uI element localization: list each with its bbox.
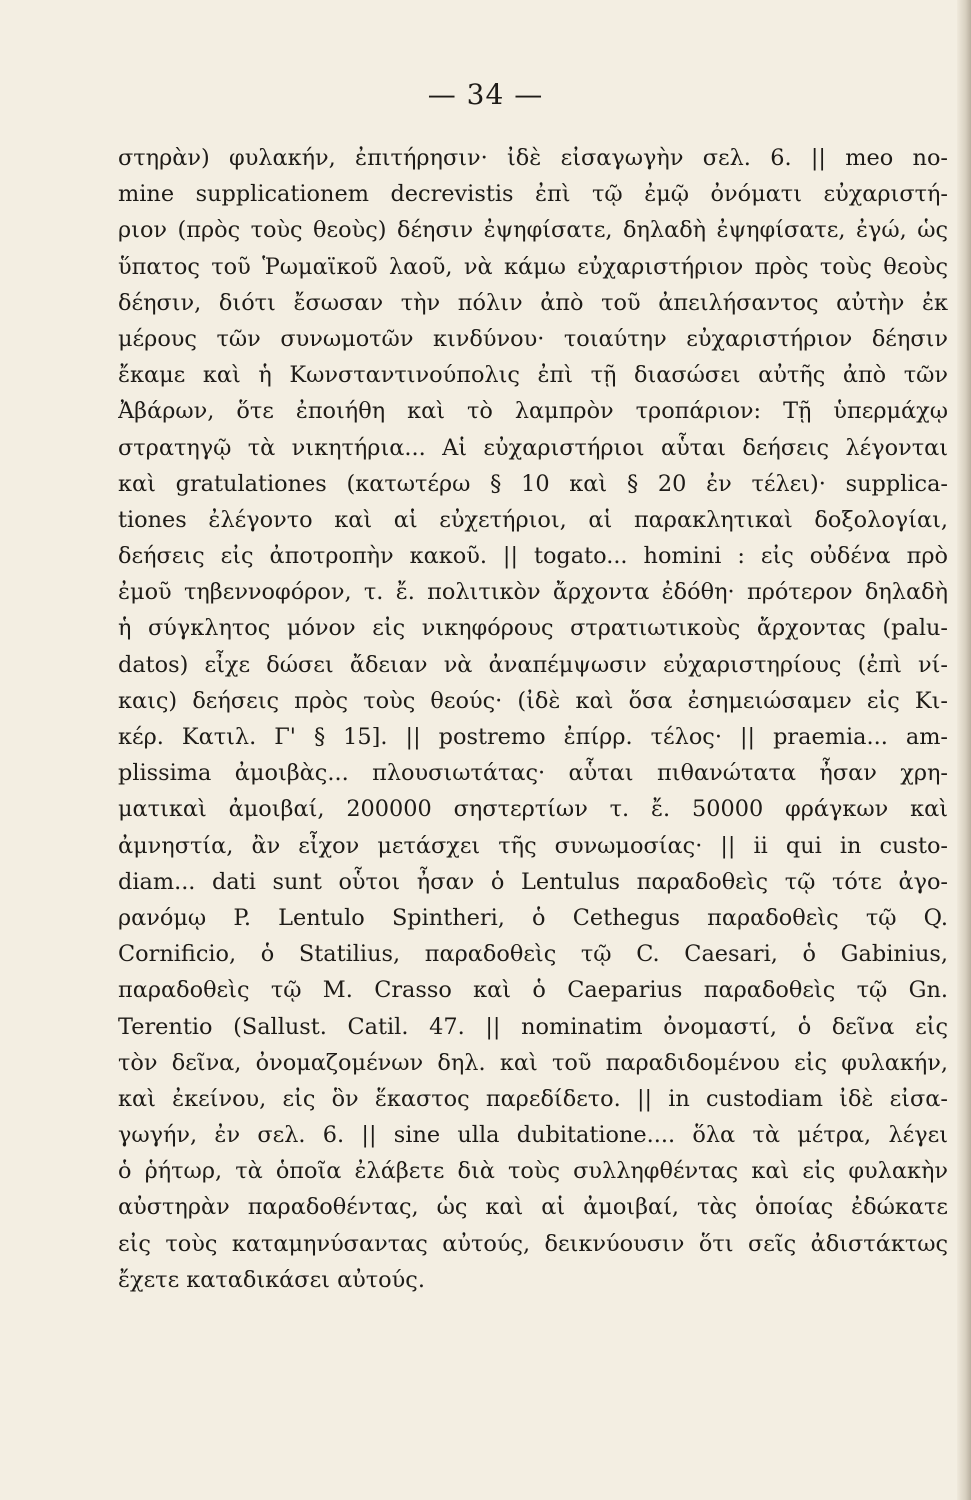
text-line-last: ἔχετε καταδικάσει αὐτούς.: [118, 1266, 425, 1293]
text-line: στρατηγῷ τὰ νικητήρια... Αἱ εὐχαριστήριοι αὗται δεήσεις λέγονται: [118, 434, 948, 461]
text-line: tiones ἐλέγοντο καὶ αἱ εὐχετήριοι, αἱ παρακλητικαὶ δοξολογίαι,: [118, 506, 948, 533]
text-line: κέρ. Κατιλ. Γ' § 15]. || postremo ἐπίρρ. τέλος· || praemia... am-: [118, 724, 948, 750]
text-line: γωγήν, ἐν σελ. 6. || sine ulla dubitatione.... ὅλα τὰ μέτρα, λέγει: [118, 1122, 948, 1149]
text-line: μέρους τῶν συνωμοτῶν κινδύνου· τοιαύτην εὐχαριστήριον δέησιν: [118, 325, 948, 352]
text-line: καὶ gratulationes (κατωτέρω § 10 καὶ § 20 ἐν τέλει)· supplica-: [118, 470, 948, 497]
text-line: datos) εἶχε δώσει ἄδειαν νὰ ἀναπέμψωσιν εὐχαριστηρίους (ἐπὶ νί-: [118, 651, 948, 678]
text-line: ἀμνηστία, ἂν εἶχον μετάσχει τῆς συνωμοσίας· || ii qui in custo-: [118, 832, 948, 859]
text-line: στηρὰν) φυλακήν, ἐπιτήρησιν· ἰδὲ εἰσαγωγὴν σελ. 6. || meo no-: [118, 145, 948, 171]
text-line: εἰς τοὺς καταμηνύσαντας αὐτούς, δεικνύουσιν ὅτι σεῖς ἀδιστάκτως: [118, 1230, 948, 1257]
text-line: ἡ σύγκλητος μόνον εἰς νικηφόρους στρατιωτικοὺς ἄρχοντας (palu-: [118, 615, 948, 642]
text-line: ἐμοῦ τηβεννοφόρον, τ. ἔ. πολιτικὸν ἄρχοντα ἐδόθη· πρότερον δηλαδὴ: [118, 579, 948, 606]
text-line: δέησιν, διότι ἔσωσαν τὴν πόλιν ἀπὸ τοῦ ἀπειλήσαντος αὐτὴν ἐκ: [118, 289, 948, 316]
text-line: τὸν δεῖνα, ὀνομαζομένων δηλ. καὶ τοῦ παραδιδομένου εἰς φυλακήν,: [118, 1049, 948, 1076]
text-line: ἔκαμε καὶ ἡ Κωνσταντινούπολις ἐπὶ τῇ διασώσει αὐτῆς ἀπὸ τῶν: [118, 362, 948, 389]
text-line: ὕπατος τοῦ Ῥωμαϊκοῦ λαοῦ, νὰ κάμω εὐχαριστήριον πρὸς τοὺς θεοὺς: [118, 253, 948, 280]
text-line: δεήσεις εἰς ἀποτροπὴν κακοῦ. || togato... homini : εἰς οὐδένα πρὸ: [118, 543, 948, 570]
text-line: καις) δεήσεις πρὸς τοὺς θεούς· (ἰδὲ καὶ ὅσα ἐσημειώσαμεν εἰς Κι-: [118, 687, 948, 714]
text-line: αὐστηρὰν παραδοθέντας, ὡς καὶ αἱ ἀμοιβαί, τὰς ὁποίας ἐδώκατε: [118, 1194, 948, 1221]
page-edge: [957, 0, 971, 1500]
text-line: ρανόμῳ P. Lentulo Spintheri, ὁ Cethegus παραδοθεὶς τῷ Q.: [118, 904, 948, 931]
text-line: Ἀβάρων, ὅτε ἐποιήθη καὶ τὸ λαμπρὸν τροπάριον: Τῇ ὑπερμάχῳ: [118, 398, 948, 425]
text-line: plissima ἀμοιβὰς... πλουσιωτάτας· αὗται πιθανώτατα ἦσαν χρη-: [118, 760, 948, 787]
text-line: παραδοθεὶς τῷ M. Crasso καὶ ὁ Caeparius παραδοθεὶς τῷ Gn.: [118, 977, 948, 1004]
commentary-text: [118, 140, 948, 1298]
text-line: ὁ ῥήτωρ, τὰ ὁποῖα ἐλάβετε διὰ τοὺς συλληφθέντας καὶ εἰς φυλακὴν: [118, 1158, 948, 1185]
text-line: καὶ ἐκείνου, εἰς ὃν ἕκαστος παρεδίδετο. || in custodiam ἰδὲ εἰσα-: [118, 1085, 948, 1112]
text-line: diam... dati sunt οὗτοι ἦσαν ὁ Lentulus παραδοθεὶς τῷ τότε ἀγο-: [118, 868, 948, 895]
text-line: ματικαὶ ἀμοιβαί, 200000 σηστερτίων τ. ἔ. 50000 φράγκων καὶ: [118, 796, 948, 823]
text-line: Terentio (Sallust. Catil. 47. || nominatim ὀνομαστί, ὁ δεῖνα εἰς: [118, 1013, 948, 1040]
page-number: — 34 —: [427, 78, 544, 111]
text-line: ριον (πρὸς τοὺς θεοὺς) δέησιν ἐψηφίσατε, δηλαδὴ ἐψηφίσατε, ἐγώ, ὡς: [118, 217, 948, 244]
text-line: Cornificio, ὁ Statilius, παραδοθεὶς τῷ C. Caesari, ὁ Gabinius,: [118, 941, 948, 968]
text-line: mine supplicationem decrevistis ἐπὶ τῷ ἐμῷ ὀνόματι εὐχαριστή-: [118, 181, 948, 208]
